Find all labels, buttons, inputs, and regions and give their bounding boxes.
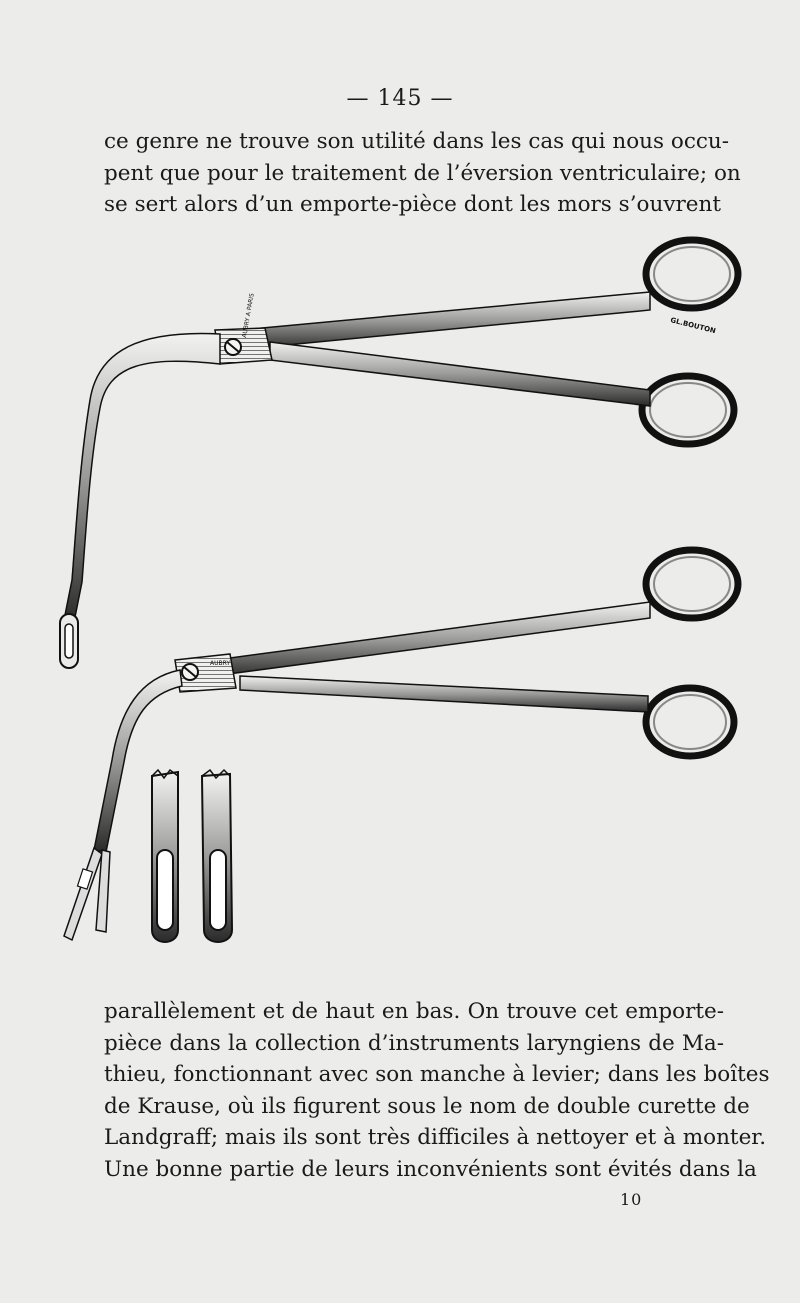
top-instrument-maker: GL.BOUTON (669, 316, 717, 336)
jaw-detail-right (202, 770, 232, 942)
paragraph-bottom (104, 996, 770, 1185)
signature-mark: 10 (620, 1190, 643, 1209)
bottom-lower-ring (646, 688, 734, 756)
text-line: pièce dans la collection d’instruments laryngiens de Ma- (104, 1030, 724, 1056)
top-instrument-stamp: AUBRY A PARIS (241, 292, 256, 339)
text-line: Une bonne partie de leurs inconvénients sont évités dans la (104, 1156, 757, 1182)
paragraph-top (104, 126, 741, 221)
text-line: ce genre ne trouve son utilité dans les cas qui nous occu- (104, 129, 730, 154)
text-line: thieu, fonctionnant avec son manche à levier; dans les boîtes (104, 1062, 770, 1087)
text-line: parallèlement et de haut en bas. On trouve cet emporte- (104, 999, 724, 1024)
jaw-detail-left (152, 770, 178, 942)
instrument-illustration (50, 230, 750, 960)
text-line: se sert alors d’un emporte-pièce dont les mors s’ouvrent (104, 192, 721, 217)
text-line: pent que pour le traitement de l’éversion ventriculaire; on (104, 160, 741, 186)
top-upper-ring (646, 240, 738, 308)
page-number: — 145 — (346, 86, 454, 111)
text-line: Landgraff; mais ils sont très difficiles à nettoyer et à monter. (104, 1125, 767, 1150)
bottom-upper-ring (646, 550, 738, 618)
text-line: de Krause, où ils figurent sous le nom de double curette de (104, 1093, 750, 1119)
bottom-instrument-stamp: AUBRY (210, 660, 231, 667)
top-lower-ring (642, 376, 734, 444)
